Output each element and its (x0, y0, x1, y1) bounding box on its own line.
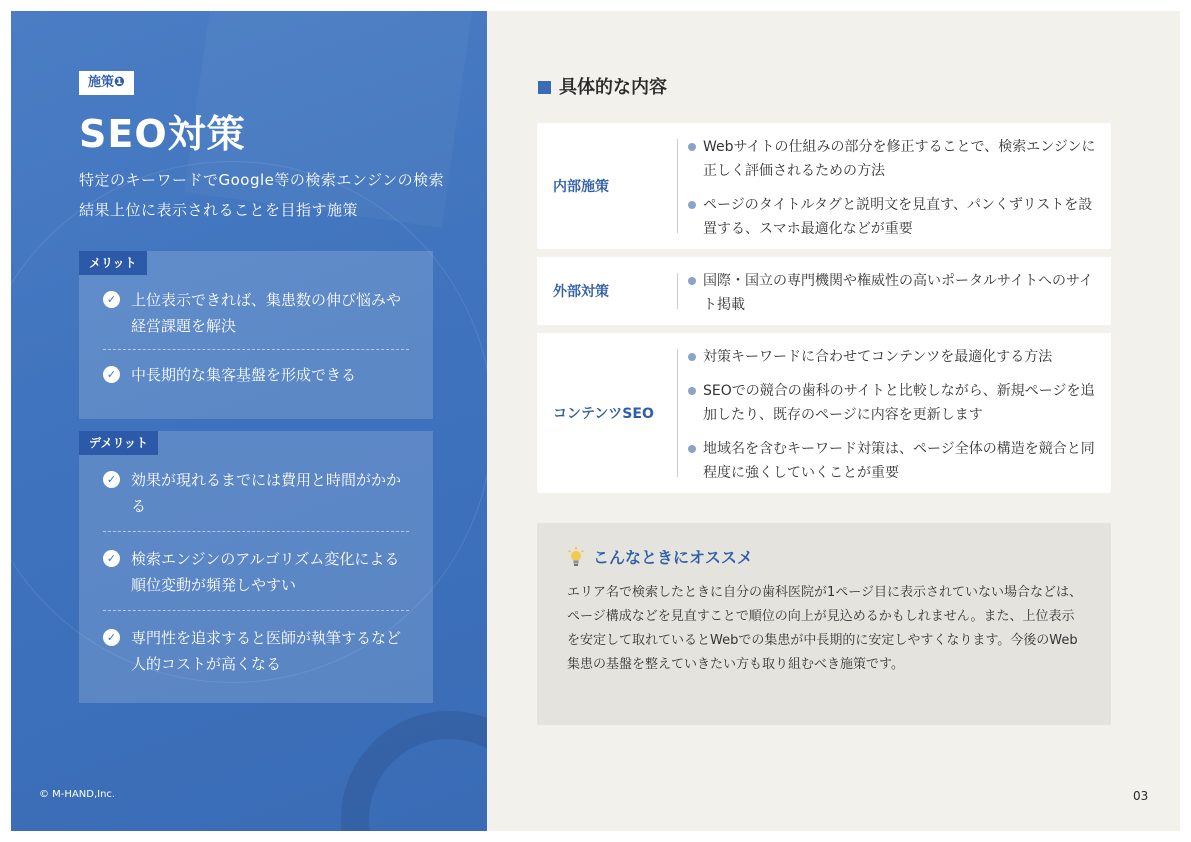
demerit-item (103, 625, 409, 677)
recommend-box (537, 523, 1111, 725)
check-icon: ✓ (103, 471, 120, 488)
merit-item (103, 287, 409, 350)
check-icon: ✓ (103, 629, 120, 646)
content-card-external (537, 257, 1111, 325)
card-item-text: ページのタイトルタグと説明文を見直す、パンくずリストを設置する、スマホ最適化などが重要 (703, 197, 1093, 237)
square-bullet-icon (538, 81, 551, 94)
merit-box (79, 251, 433, 419)
demerit-item-text: 効果が現れるまでには費用と時間がかかる (131, 471, 402, 515)
card-category: 内部施策 (553, 179, 609, 195)
card-item-text: 国際・国立の専門機関や権威性の高いポータルサイトへのサイト掲載 (703, 273, 1094, 313)
merit-label: メリット (79, 251, 147, 275)
content-card-content-seo (537, 333, 1111, 493)
card-item (687, 135, 1097, 183)
page-number: 03 (1133, 789, 1149, 803)
bullet-icon (688, 277, 696, 285)
demerit-list (103, 467, 409, 677)
card-divider (677, 139, 678, 233)
bullet-icon (688, 353, 696, 361)
bullet-icon (688, 387, 696, 395)
demerit-item (103, 467, 409, 532)
card-category: 外部対策 (553, 284, 609, 300)
check-icon: ✓ (103, 550, 120, 567)
card-item (687, 345, 1097, 369)
page-description: 特定のキーワードでGoogle等の検索エンジンの検索結果上位に表示されることを目指す施策 (79, 171, 445, 219)
card-item-text: Webサイトの仕組みの部分を修正することで、検索エンジンに正しく評価されるための方法 (703, 139, 1096, 179)
card-list (687, 135, 1097, 251)
merit-item-text: 中長期的な集客基盤を形成できる (131, 366, 357, 384)
card-category: コンテンツSEO (553, 406, 654, 422)
recommend-title (567, 545, 753, 568)
card-item (687, 193, 1097, 241)
copyright: © M-HAND,Inc. (39, 789, 116, 800)
recommend-title-text: こんなときにオススメ (593, 548, 753, 567)
card-item-text: SEOでの競合の歯科のサイトと比較しながら、新規ページを追加したり、既存のページに内容を更新します (703, 383, 1095, 423)
demerit-item-text: 専門性を追求すると医師が執筆するなど人的コストが高くなる (131, 629, 402, 673)
check-icon: ✓ (103, 291, 120, 308)
demerit-item (103, 546, 409, 611)
content-card-internal (537, 123, 1111, 249)
card-item (687, 379, 1097, 427)
card-divider (677, 349, 678, 477)
page-title: SEO対策 (79, 112, 246, 156)
merit-list (103, 287, 409, 388)
bullet-icon (688, 201, 696, 209)
card-item (687, 437, 1097, 485)
card-divider (677, 273, 678, 309)
decorative-ring (341, 711, 487, 831)
card-item-text: 対策キーワードに合わせてコンテンツを最適化する方法 (703, 349, 1053, 365)
check-icon: ✓ (103, 366, 120, 383)
left-panel (11, 11, 487, 831)
demerit-box (79, 431, 433, 703)
demerit-label: デメリット (79, 431, 158, 455)
recommend-text: エリア名で検索したときに自分の歯科医院が1ページ目に表示されていない場合などは、ページ構成などを見直すことで順位の向上が見込めるかもしれません。また、上位表示を安定して取れているとWebでの集患が中長期的に安定しやすくなります。今後のWeb集患の基盤を整えていきたい方も取り組むべき施策です。 (567, 585, 1083, 672)
section-heading-text: 具体的な内容 (559, 77, 667, 98)
document-page (11, 11, 1180, 831)
merit-item-text: 上位表示できれば、集患数の伸び悩みや経営課題を解決 (131, 291, 402, 335)
bullet-icon (688, 445, 696, 453)
card-item-text: 地域名を含むキーワード対策は、ページ全体の構造を競合と同程度に強くしていくことが重要 (703, 441, 1095, 481)
bullet-icon (688, 143, 696, 151)
section-heading (538, 73, 667, 99)
card-item (687, 269, 1097, 317)
card-list (687, 345, 1097, 495)
lightbulb-icon (567, 547, 585, 567)
demerit-item-text: 検索エンジンのアルゴリズム変化による順位変動が頻発しやすい (131, 550, 400, 594)
card-list (687, 269, 1097, 327)
measure-tag: 施策❶ (79, 71, 134, 95)
merit-item (103, 362, 409, 388)
